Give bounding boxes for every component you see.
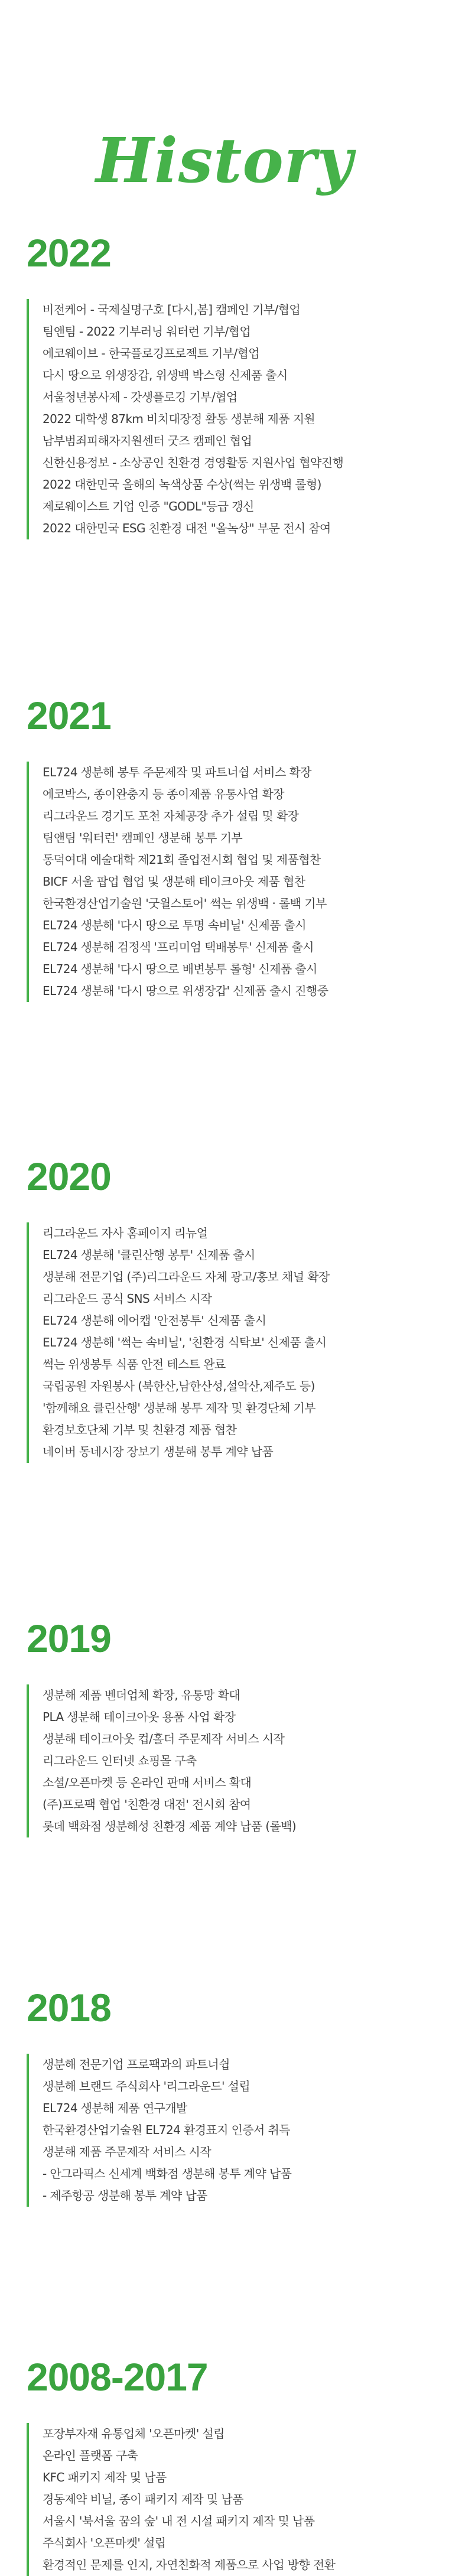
milestone-item: EL724 생분해 '다시 땅으로 투명 속비닐' 신제품 출시 <box>43 918 307 932</box>
milestone-item: 에코박스, 종이완충지 등 종이제품 유통사업 확장 <box>43 787 284 801</box>
milestone-item: 썩는 위생봉투 식품 안전 테스트 완료 <box>43 1357 226 1371</box>
year-heading: 2022 <box>27 231 111 275</box>
milestone-item: PLA 생분해 테이크아웃 용품 사업 확장 <box>43 1710 236 1724</box>
milestone-list <box>27 299 343 539</box>
milestone-list <box>27 1684 296 1837</box>
milestone-list <box>27 1222 330 1463</box>
milestone-item: 팀앤팀 '워터런' 캠페인 생분해 봉투 기부 <box>43 831 243 845</box>
milestone-item: EL724 생분해 검정색 '프리미엄 택배봉투' 신제품 출시 <box>43 940 314 954</box>
milestone-list <box>27 2423 335 2576</box>
milestone-item: 다시 땅으로 위생장갑, 위생백 박스형 신제품 출시 <box>43 368 288 382</box>
milestone-item: 생분해 제품 벤더업체 확장, 유통망 확대 <box>43 1688 240 1702</box>
year-heading: 2020 <box>27 1154 111 1198</box>
year-section-5 <box>27 1986 440 2203</box>
milestone-item: EL724 생분해 '클린산행 봉투' 신제품 출시 <box>43 1248 255 1262</box>
page-title: History <box>96 123 353 197</box>
milestone-item: BICF 서울 팝업 협업 및 생분해 테이크아웃 제품 협찬 <box>43 874 305 889</box>
milestone-item: EL724 생분해 '썩는 속비닐', '친환경 식탁보' 신제품 출시 <box>43 1335 327 1349</box>
year-heading: 2021 <box>27 694 111 737</box>
milestone-item: 리그라운드 경기도 포천 자체공장 추가 설립 및 확장 <box>43 809 299 823</box>
milestone-item: 2022 대한민국 올해의 녹색상품 수상(썩는 위생백 롤형) <box>43 477 321 492</box>
milestone-item: 경동제약 비닐, 종이 패키지 제작 및 납품 <box>43 2492 243 2506</box>
milestone-item: 생분해 제품 주문제작 서비스 시작 <box>43 2145 212 2159</box>
milestone-item: EL724 생분해 에어캡 '안전봉투' 신제품 출시 <box>43 1313 266 1328</box>
milestone-item: 제로웨이스트 기업 인증 "GODL"등급 갱신 <box>43 499 254 513</box>
year-heading: 2008-2017 <box>27 2355 208 2399</box>
milestone-item: 에코웨이브 - 한국플로깅프로젝트 기부/협업 <box>43 346 259 360</box>
milestone-item: 소셜/오픈마켓 등 온라인 판매 서비스 확대 <box>43 1775 252 1790</box>
milestone-item: 주식회사 '오픈마켓' 설립 <box>43 2536 166 2550</box>
milestone-item: KFC 패키지 제작 및 납품 <box>43 2470 167 2484</box>
milestone-item: 포장부자재 유통업체 '오픈마켓' 설립 <box>43 2427 224 2441</box>
year-section-3 <box>27 1154 440 1459</box>
milestone-item: 환경보호단체 기부 및 친환경 제품 협찬 <box>43 1423 237 1437</box>
year-heading: 2018 <box>27 1986 111 2029</box>
milestone-item: 국립공원 자원봉사 (북한산,남한산성,설악산,제주도 등) <box>43 1379 315 1393</box>
milestone-item: EL724 생분해 '다시 땅으로 위생장갑' 신제품 출시 진행중 <box>43 984 328 998</box>
milestone-item: 리그라운드 공식 SNS 서비스 시작 <box>43 1292 212 1306</box>
milestone-item: 팀앤팀 - 2022 기부러닝 워터런 기부/협업 <box>43 324 251 339</box>
milestone-item: 네이버 동네시장 장보기 생분해 봉투 계약 납품 <box>43 1445 274 1459</box>
milestone-item: 비전케어 - 국제실명구호 [다시,봄] 캠페인 기부/협업 <box>43 303 301 317</box>
milestone-item: 한국환경산업기술원 '굿윌스토어' 썩는 위생백 · 롤백 기부 <box>43 896 327 910</box>
milestone-item: 서울시 '북서울 꿈의 숲' 내 전 시설 패키지 제작 및 납품 <box>43 2514 315 2528</box>
milestone-item: EL724 생분해 제품 연구개발 <box>43 2101 187 2115</box>
milestone-item: EL724 생분해 '다시 땅으로 배변봉투 롤형' 신제품 출시 <box>43 962 317 976</box>
year-section-2 <box>27 694 440 998</box>
milestone-item: 생분해 전문기업 (주)리그라운드 자체 광고/홍보 채널 확장 <box>43 1270 330 1284</box>
milestone-list <box>27 2054 291 2207</box>
milestone-item: (주)프로팩 협업 '친환경 대전' 전시회 참여 <box>43 1797 251 1811</box>
milestone-item: 생분해 전문기업 프로팩과의 파트너쉽 <box>43 2057 230 2071</box>
milestone-item: EL724 생분해 봉투 주문제작 및 파트너쉽 서비스 확장 <box>43 765 311 779</box>
milestone-list <box>27 762 328 1002</box>
milestone-item: 리그라운드 인터넷 쇼핑몰 구축 <box>43 1754 197 1768</box>
year-heading: 2019 <box>27 1616 111 1660</box>
milestone-item: 온라인 플랫폼 구축 <box>43 2448 138 2463</box>
year-section-6 <box>27 2355 440 2572</box>
milestone-item: 환경적인 문제를 인지, 자연친화적 제품으로 사업 방향 전환 <box>43 2558 336 2572</box>
year-section-4 <box>27 1616 440 1833</box>
year-section-1 <box>27 231 440 535</box>
milestone-item: 서울청년봉사제 - 갓생플로깅 기부/협업 <box>43 390 237 404</box>
milestone-item: 2022 대학생 87km 비치대장정 활동 생분해 제품 지원 <box>43 412 315 426</box>
milestone-item: 생분해 테이크아웃 컵/홀더 주문제작 서비스 시작 <box>43 1732 285 1746</box>
milestone-item: 남부범죄피해자지원센터 굿즈 캠페인 협업 <box>43 434 252 448</box>
milestone-item: 신한신용정보 - 소상공인 친환경 경영활동 지원사업 협약진행 <box>43 456 344 470</box>
milestone-item: 2022 대한민국 ESG 친환경 대전 "올녹상" 부문 전시 참여 <box>43 521 331 535</box>
milestone-item: 동덕여대 예술대학 제21회 졸업전시회 협업 및 제품협찬 <box>43 853 321 867</box>
milestone-item: 리그라운드 자사 홈페이지 리뉴얼 <box>43 1226 208 1240</box>
milestone-item: 롯데 백화점 생분해성 친환경 제품 계약 납품 (롤백) <box>43 1819 297 1833</box>
milestone-item: 한국환경산업기술원 EL724 환경표지 인증서 취득 <box>43 2123 290 2137</box>
milestone-item: '함께해요 클린산행' 생분해 봉투 제작 및 환경단체 기부 <box>43 1401 315 1415</box>
milestone-item: - 제주항공 생분해 봉투 계약 납품 <box>43 2188 207 2203</box>
milestone-item: 생분해 브랜드 주식회사 '리그라운드' 설립 <box>43 2079 250 2093</box>
milestone-item: - 안그라픽스 신세계 백화점 생분해 봉투 계약 납품 <box>43 2167 292 2181</box>
